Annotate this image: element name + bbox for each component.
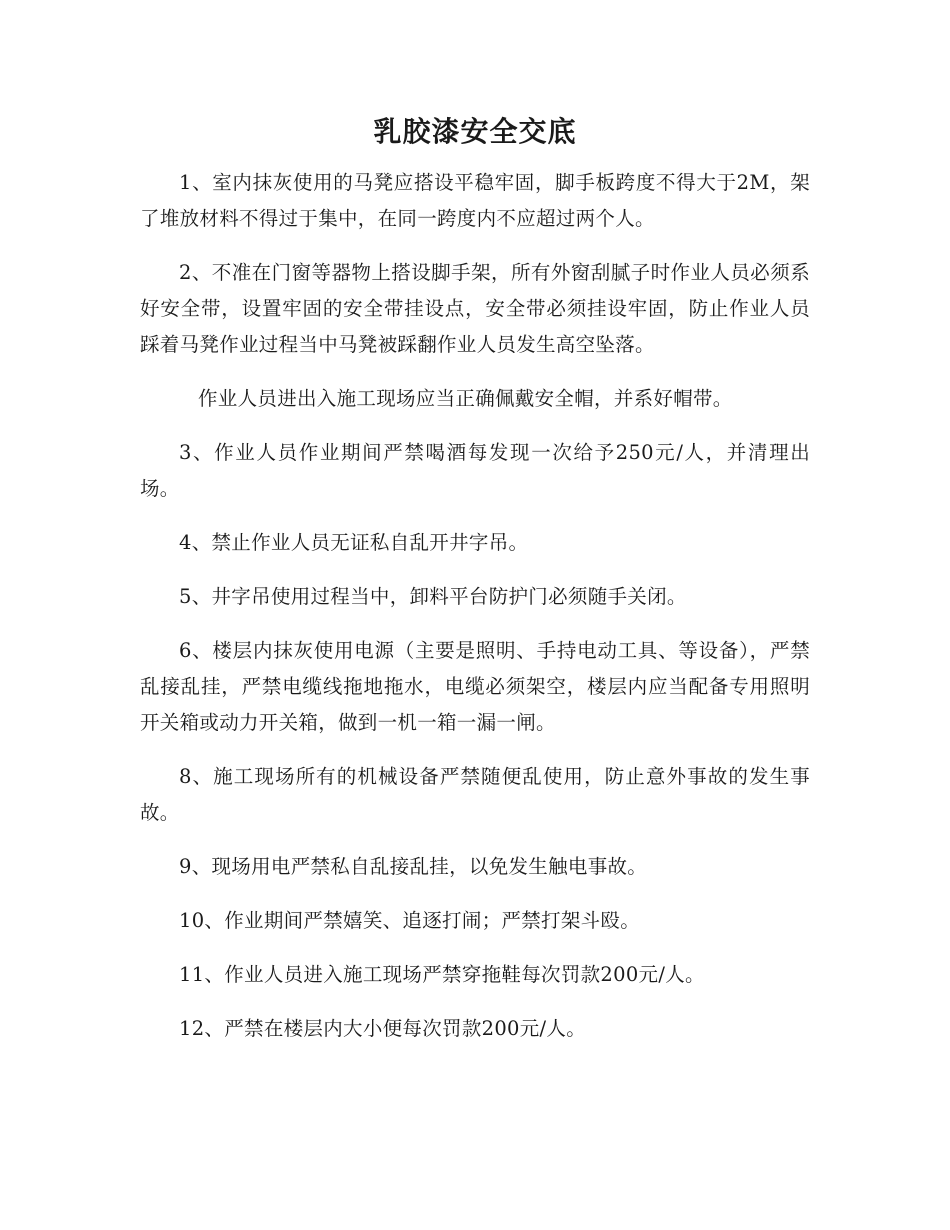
paragraph-12: 12、严禁在楼层内大小便每次罚款200元/人。 <box>179 1017 587 1040</box>
paragraph-11: 11、作业人员进入施工现场严禁穿拖鞋每次罚款200元/人。 <box>179 963 705 986</box>
paragraph-2: 2、不准在门窗等器物上搭设脚手架，所有外窗刮腻子时作业人员必须系好安全带，设置牢固的安全带挂设点，安全带必须挂设牢固，防止作业人员踩着马凳作业过程当中马凳被踩翻作业人员发生高空坠落。 <box>140 261 810 356</box>
document-title: 乳胶漆安全交底 <box>373 115 577 148</box>
paragraph-9: 9、现场用电严禁私自乱接乱挂，以免发生触电事故。 <box>179 855 648 878</box>
paragraph-1: 1、室内抹灰使用的马凳应搭设平稳牢固，脚手板跨度不得大于2M，架了堆放材料不得过于集中，在同一跨度内不应超过两个人。 <box>140 171 810 230</box>
paragraph-3: 3、作业人员作业期间严禁喝酒每发现一次给予250元/人，并清理出场。 <box>140 441 810 500</box>
paragraph-8: 8、施工现场所有的机械设备严禁随便乱使用，防止意外事故的发生事故。 <box>140 765 810 824</box>
paragraph-5: 5、井字吊使用过程当中，卸料平台防护门必须随手关闭。 <box>179 585 687 608</box>
paragraph-10: 10、作业期间严禁嬉笑、追逐打闹；严禁打架斗殴。 <box>179 909 641 932</box>
document-body <box>140 165 810 1065</box>
paragraph-4: 4、禁止作业人员无证私自乱开井字吊。 <box>179 531 529 554</box>
paragraph-safety-helmet: 作业人员进出入施工现场应当正确佩戴安全帽，并系好帽带。 <box>198 387 733 410</box>
paragraph-6: 6、楼层内抹灰使用电源（主要是照明、手持电动工具、等设备），严禁乱接乱挂，严禁电缆线拖地拖水，电缆必须架空，楼层内应当配备专用照明开关箱或动力开关箱，做到一机一箱一漏一闸。 <box>140 639 810 734</box>
